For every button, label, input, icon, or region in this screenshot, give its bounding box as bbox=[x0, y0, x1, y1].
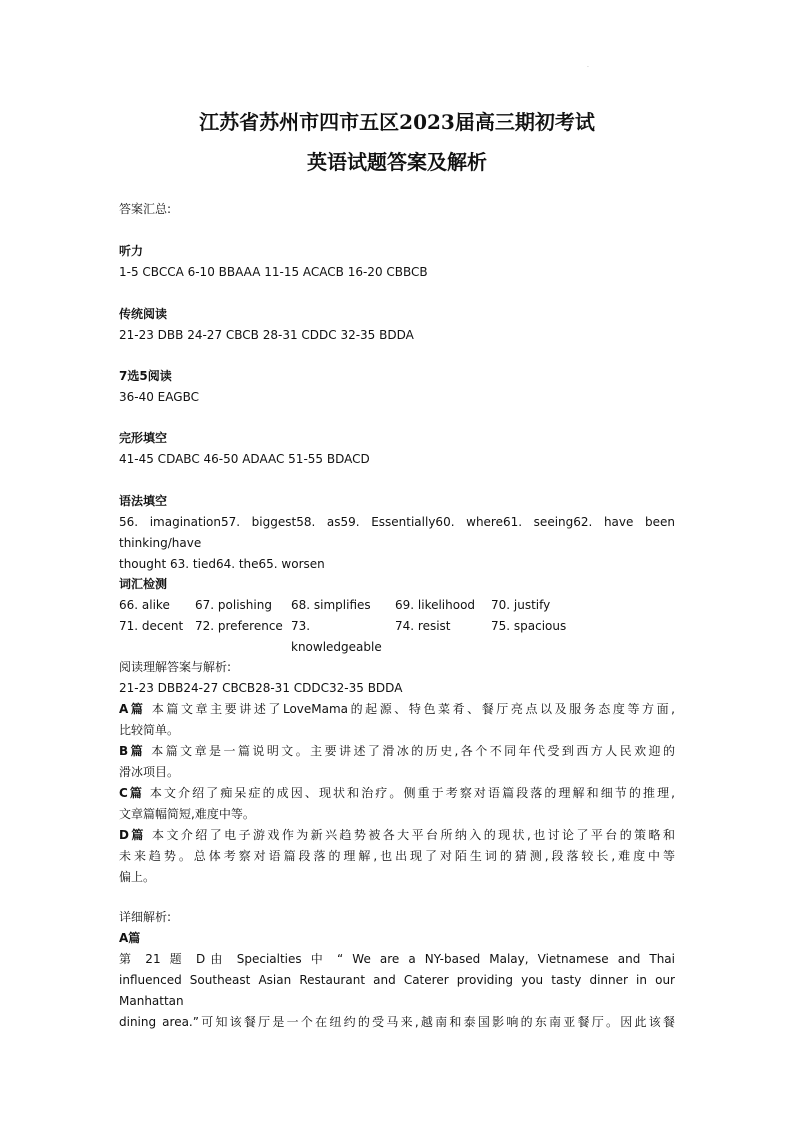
vocab-row bbox=[119, 616, 675, 658]
detailed-analysis bbox=[119, 907, 675, 1033]
summary-label: 答案汇总: bbox=[119, 202, 172, 216]
section-heading: 词汇检测 bbox=[119, 577, 168, 591]
section-heading: 传统阅读 bbox=[119, 307, 168, 321]
detail-line: dining area.”可知该餐厅是一个在纽约的受马来,越南和泰国影响的东南亚餐厅。因此该餐 bbox=[119, 1015, 675, 1029]
section-heading: 阅读理解答案与解析: bbox=[119, 660, 232, 674]
detail-line: influenced Southeast Asian Restaurant and Caterer providing you tasty dinner in our Manhattan bbox=[119, 973, 675, 1008]
vocab-row bbox=[119, 595, 675, 616]
section-heading: 完形填空 bbox=[119, 431, 168, 445]
vocab-item: 66. alike bbox=[119, 598, 170, 612]
section-seven-five bbox=[119, 366, 675, 408]
passage-d-cont: 偏上。 bbox=[119, 870, 156, 884]
passage-a: A篇 本篇文章主要讲述了LoveMama的起源、特色菜肴、餐厅亮点以及服务态度等方面, bbox=[119, 702, 675, 716]
answer-line: thought 63. tied64. the65. worsen bbox=[119, 557, 325, 571]
vocab-item: 68. simplifies bbox=[291, 598, 371, 612]
passage-c: C篇 本文介绍了痴呆症的成因、现状和治疗。侧重于考察对语篇段落的理解和细节的推理, bbox=[119, 786, 675, 800]
vocab-item: 69. likelihood bbox=[395, 598, 476, 612]
vocab-item: 72. preference bbox=[195, 619, 283, 633]
passage-tag: B篇 bbox=[119, 744, 146, 758]
section-cloze bbox=[119, 428, 675, 470]
passage-b-cont: 滑冰项目。 bbox=[119, 765, 180, 779]
vocab-item: 70. justify bbox=[491, 598, 551, 612]
passage-tag: A篇 bbox=[119, 702, 146, 716]
section-heading: 详细解析: bbox=[119, 910, 172, 924]
section-listening bbox=[119, 241, 675, 283]
section-heading: 语法填空 bbox=[119, 494, 168, 508]
passage-tag: C篇 bbox=[119, 786, 144, 800]
passage-b: B篇 本篇文章是一篇说明文。主要讲述了滑冰的历史,各个不同年代受到西方人民欢迎的 bbox=[119, 744, 675, 758]
answer-line: 36-40 EAGBC bbox=[119, 390, 199, 404]
answer-line: 1-5 CBCCA 6-10 BBAAA 11-15 ACACB 16-20 CBBCB bbox=[119, 265, 428, 279]
vocab-item: 67. polishing bbox=[195, 598, 272, 612]
answer-line: 21-23 DBB24-27 CBCB28-31 CDDC32-35 BDDA bbox=[119, 681, 403, 695]
section-grammar bbox=[119, 491, 675, 575]
answer-line: 21-23 DBB 24-27 CBCB 28-31 CDDC 32-35 BDDA bbox=[119, 328, 414, 342]
vocab-item: 73. knowledgeable bbox=[291, 619, 382, 654]
document-title: 江苏省苏州市四市五区2023届高三期初考试 bbox=[199, 110, 595, 134]
passage-d: D篇 本文介绍了电子游戏作为新兴趋势被各大平台所纳入的现状,也讨论了平台的策略和 bbox=[119, 828, 675, 842]
passage-d-cont: 未来趋势。总体考察对语篇段落的理解,也出现了对陌生词的猜测,段落较长,难度中等 bbox=[119, 849, 675, 863]
detail-line: 第 21 题 D由 Specialties 中 “ We are a NY-based Malay, Vietnamese and Thai bbox=[119, 952, 675, 966]
section-vocabulary bbox=[119, 574, 675, 658]
passage-c-cont: 文章篇幅简短,难度中等。 bbox=[119, 807, 255, 821]
vocab-item: 71. decent bbox=[119, 619, 184, 633]
section-heading: 听力 bbox=[119, 244, 144, 258]
section-traditional-reading bbox=[119, 304, 675, 346]
vocab-item: 75. spacious bbox=[491, 619, 567, 633]
vocab-item: 74. resist bbox=[395, 619, 451, 633]
section-heading: 7选5阅读 bbox=[119, 369, 172, 383]
answer-line: 56. imagination57. biggest58. as59. Essentially60. where61. seeing62. have been thinking/have bbox=[119, 515, 675, 550]
corner-mark: · bbox=[587, 64, 589, 71]
passage-tag: D篇 bbox=[119, 828, 146, 842]
passage-a-cont: 比较简单。 bbox=[119, 723, 180, 737]
document-subtitle: 英语试题答案及解析 bbox=[307, 150, 487, 174]
reading-analysis bbox=[119, 657, 675, 888]
answer-line: 41-45 CDABC 46-50 ADAAC 51-55 BDACD bbox=[119, 452, 370, 466]
section-tag: A篇 bbox=[119, 931, 141, 945]
